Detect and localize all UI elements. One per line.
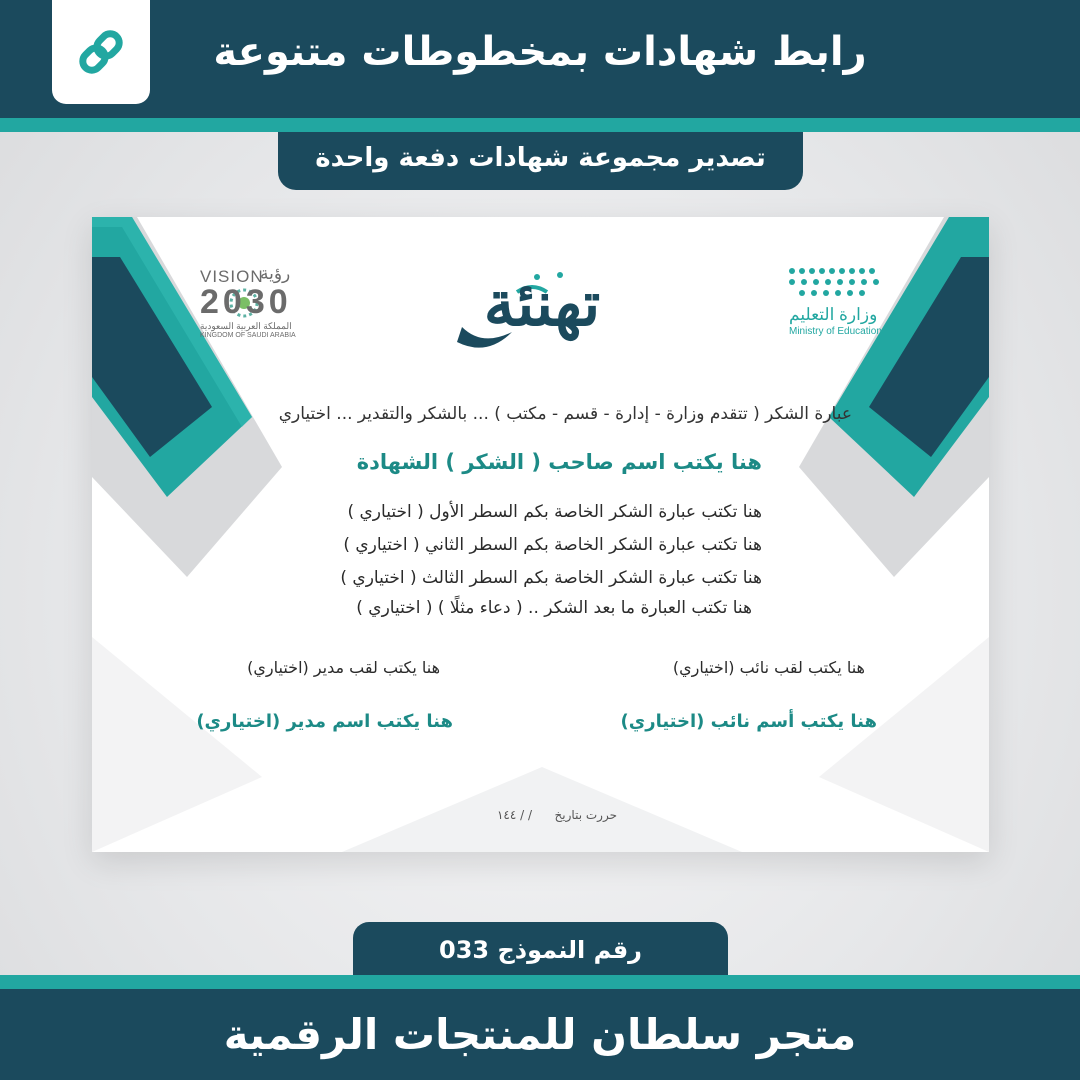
vision-year: 2030	[200, 283, 292, 321]
vision-word: VISION	[200, 267, 264, 286]
page-title: رابط شهادات بمخطوطات متنوعة	[213, 29, 867, 75]
deputy-title: هنا يكتب لقب نائب (اختياري)	[672, 658, 865, 677]
date-label: حررت بتاريخ	[554, 808, 617, 822]
vision-arabic-word: رؤية	[260, 264, 291, 283]
vision-kingdom-ar: المملكة العربية السعودية	[200, 321, 292, 331]
ministry-english: Ministry of Education	[789, 326, 882, 337]
link-icon	[73, 24, 129, 80]
body-line-2: هنا تكتب عبارة الشكر الخاصة بكم السطر الثاني ( اختياري )	[343, 535, 762, 555]
ministry-education-logo	[789, 268, 879, 296]
deputy-name: هنا يكتب أسم نائب (اختياري)	[620, 711, 877, 732]
date-value: / / ١٤٤	[496, 808, 532, 822]
thanks-line: عبارة الشكر ( تتقدم وزارة - إدارة - قسم - مكتب ) ... بالشكر والتقدير ... اختياري	[278, 404, 852, 424]
calligraphy-title: تهنئة	[483, 267, 601, 340]
bottom-teal-stripe	[0, 975, 1080, 989]
recipient-name: هنا يكتب اسم صاحب ( الشكر ) الشهادة	[356, 450, 762, 474]
vision-kingdom-en: KINGDOM OF SAUDI ARABIA	[200, 332, 296, 339]
store-name: متجر سلطان للمنتجات الرقمية	[223, 1010, 857, 1059]
body-line-3: هنا تكتب عبارة الشكر الخاصة بكم السطر الثالث ( اختياري )	[340, 568, 762, 588]
manager-name: هنا يكتب اسم مدير (اختياري)	[196, 711, 453, 732]
link-button[interactable]	[52, 0, 150, 104]
manager-title: هنا يكتب لقب مدير (اختياري)	[247, 658, 440, 677]
top-teal-stripe	[0, 118, 1080, 132]
body-line-1: هنا تكتب عبارة الشكر الخاصة بكم السطر الأول ( اختياري )	[347, 502, 762, 522]
model-number-badge: رقم النموذج 033	[353, 922, 728, 978]
ministry-arabic: وزارة التعليم	[789, 305, 878, 324]
body-line-4: هنا تكتب العبارة ما بعد الشكر .. ( دعاء مثلًا ) ( اختياري )	[356, 598, 752, 618]
certificate-preview	[92, 217, 989, 852]
subtitle-badge: تصدير مجموعة شهادات دفعة واحدة	[278, 132, 803, 190]
